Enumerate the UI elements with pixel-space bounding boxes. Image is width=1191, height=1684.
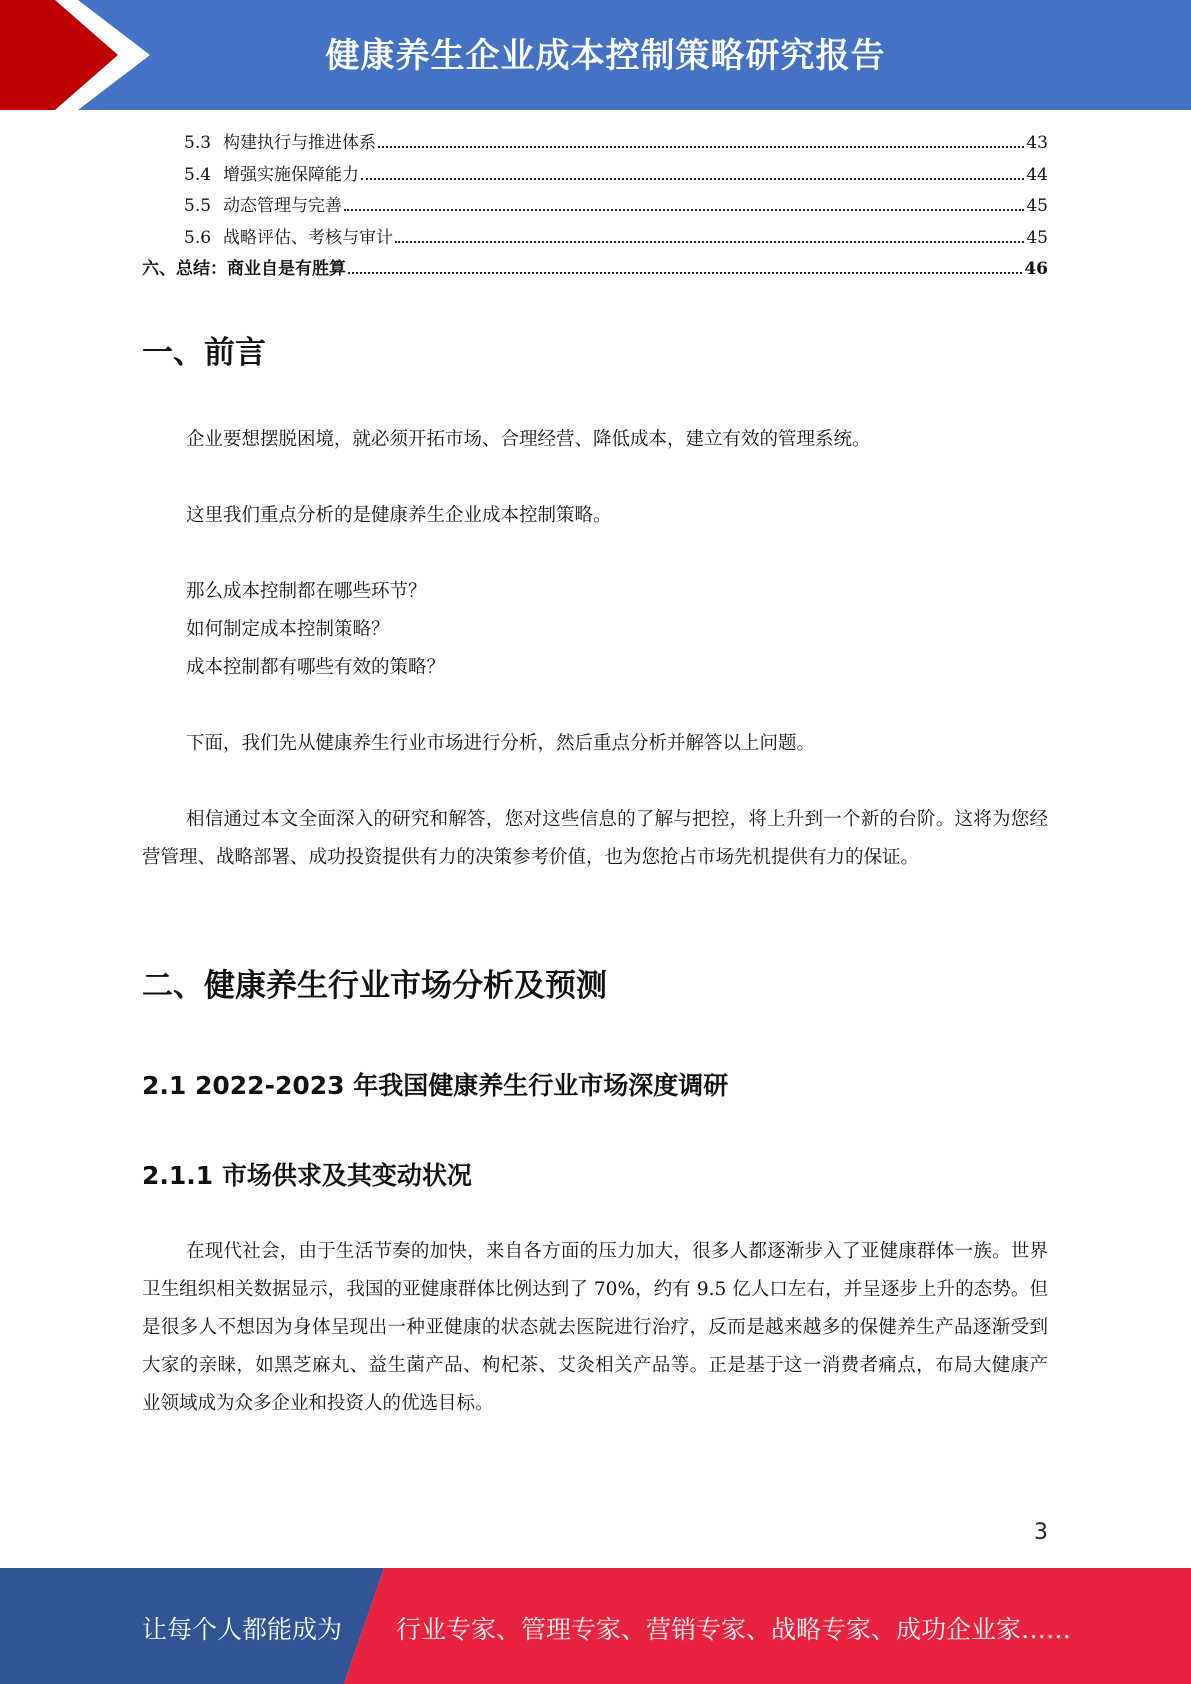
- toc-leader-dots: [348, 271, 1022, 274]
- toc-leader-dots: [344, 208, 1024, 211]
- paragraph: 如何制定成本控制策略？: [186, 619, 390, 640]
- toc-entry-page: 46: [1024, 259, 1048, 279]
- page-number: 3: [1034, 1520, 1048, 1545]
- paragraph: 下面，我们先从健康养生行业市场进行分析，然后重点分析并解答以上问题。: [186, 733, 816, 754]
- toc-entry[interactable]: [142, 128, 1048, 160]
- paragraph: 这里我们重点分析的是健康养生企业成本控制策略。: [186, 505, 612, 526]
- toc-entry-number: 5.5: [184, 196, 212, 216]
- toc-leader-dots: [395, 240, 1024, 243]
- toc-entry-number: 5.3: [184, 133, 212, 153]
- report-title: 健康养生企业成本控制策略研究报告: [325, 36, 886, 76]
- subsection-heading: 2.1 2022-2023 年我国健康养生行业市场深度调研: [142, 1071, 729, 1100]
- paragraph: 相信通过本文全面深入的研究和解答，您对这些信息的了解与把控，将上升到一个新的台阶。这将为您经营管理、战略部署、成功投资提供有力的决策参考价值，也为您抢占市场先机提供有力的保证。: [142, 809, 1048, 868]
- paragraph: 在现代社会，由于生活节奏的加快，来自各方面的压力加大，很多人都逐渐步入了亚健康群体一族。世界卫生组织相关数据显示，我国的亚健康群体比例达到了 70%，约有 9.5 亿人口左右，并呈逐步上升的态势。但是很多人不想因为身体呈现出一种亚健康的状态就去医院进行治疗，反而是越来越多的保健养生产品逐渐受到大家的亲睐，如黑芝麻丸、益生菌产品、枸杞茶、艾灸相关产品等。正是基于这一消费者痛点，布局大健康产业领域成为众多企业和投资人的优选目标。: [142, 1241, 1048, 1414]
- paragraph: 企业要想摆脱困境，就必须开拓市场、合理经营、降低成本，建立有效的管理系统。: [186, 429, 871, 450]
- section-heading-preface: 一、前言: [142, 335, 266, 371]
- toc-entry-title: 战略评估、考核与审计: [223, 227, 394, 248]
- toc-entry[interactable]: [142, 160, 1048, 192]
- toc-entry-number: 5.6: [184, 227, 212, 248]
- footer-slogan-right: 行业专家、管理专家、营销专家、战略专家、成功企业家……: [396, 1615, 1072, 1644]
- toc-leader-dots: [378, 145, 1024, 148]
- table-of-contents: [142, 128, 1048, 286]
- toc-entry-number: 5.4: [184, 164, 212, 185]
- section-heading-market-analysis: 二、健康养生行业市场分析及预测: [142, 968, 607, 1004]
- toc-entry[interactable]: [142, 223, 1048, 255]
- page-footer: [0, 1568, 1191, 1684]
- toc-entry-title: 动态管理与完善: [223, 196, 343, 216]
- toc-entry[interactable]: [142, 254, 1048, 286]
- toc-entry[interactable]: [142, 191, 1048, 223]
- toc-entry-title: 六、总结：商业自是有胜算: [142, 259, 346, 279]
- toc-entry-page: 43: [1026, 133, 1048, 153]
- toc-entry-page: 45: [1026, 227, 1048, 248]
- page-header: [0, 0, 1191, 110]
- toc-leader-dots: [361, 177, 1024, 180]
- toc-entry-page: 44: [1026, 164, 1048, 185]
- paragraph: 那么成本控制都在哪些环节？: [186, 581, 427, 602]
- toc-entry-title: 构建执行与推进体系: [223, 133, 377, 153]
- toc-entry-page: 45: [1026, 196, 1048, 216]
- toc-entry-title: 增强实施保障能力: [223, 164, 360, 185]
- paragraph: 成本控制都有哪些有效的策略？: [186, 657, 446, 678]
- subsubsection-heading: 2.1.1 市场供求及其变动状况: [142, 1161, 472, 1190]
- footer-slogan-left: 让每个人都能成为: [142, 1615, 343, 1644]
